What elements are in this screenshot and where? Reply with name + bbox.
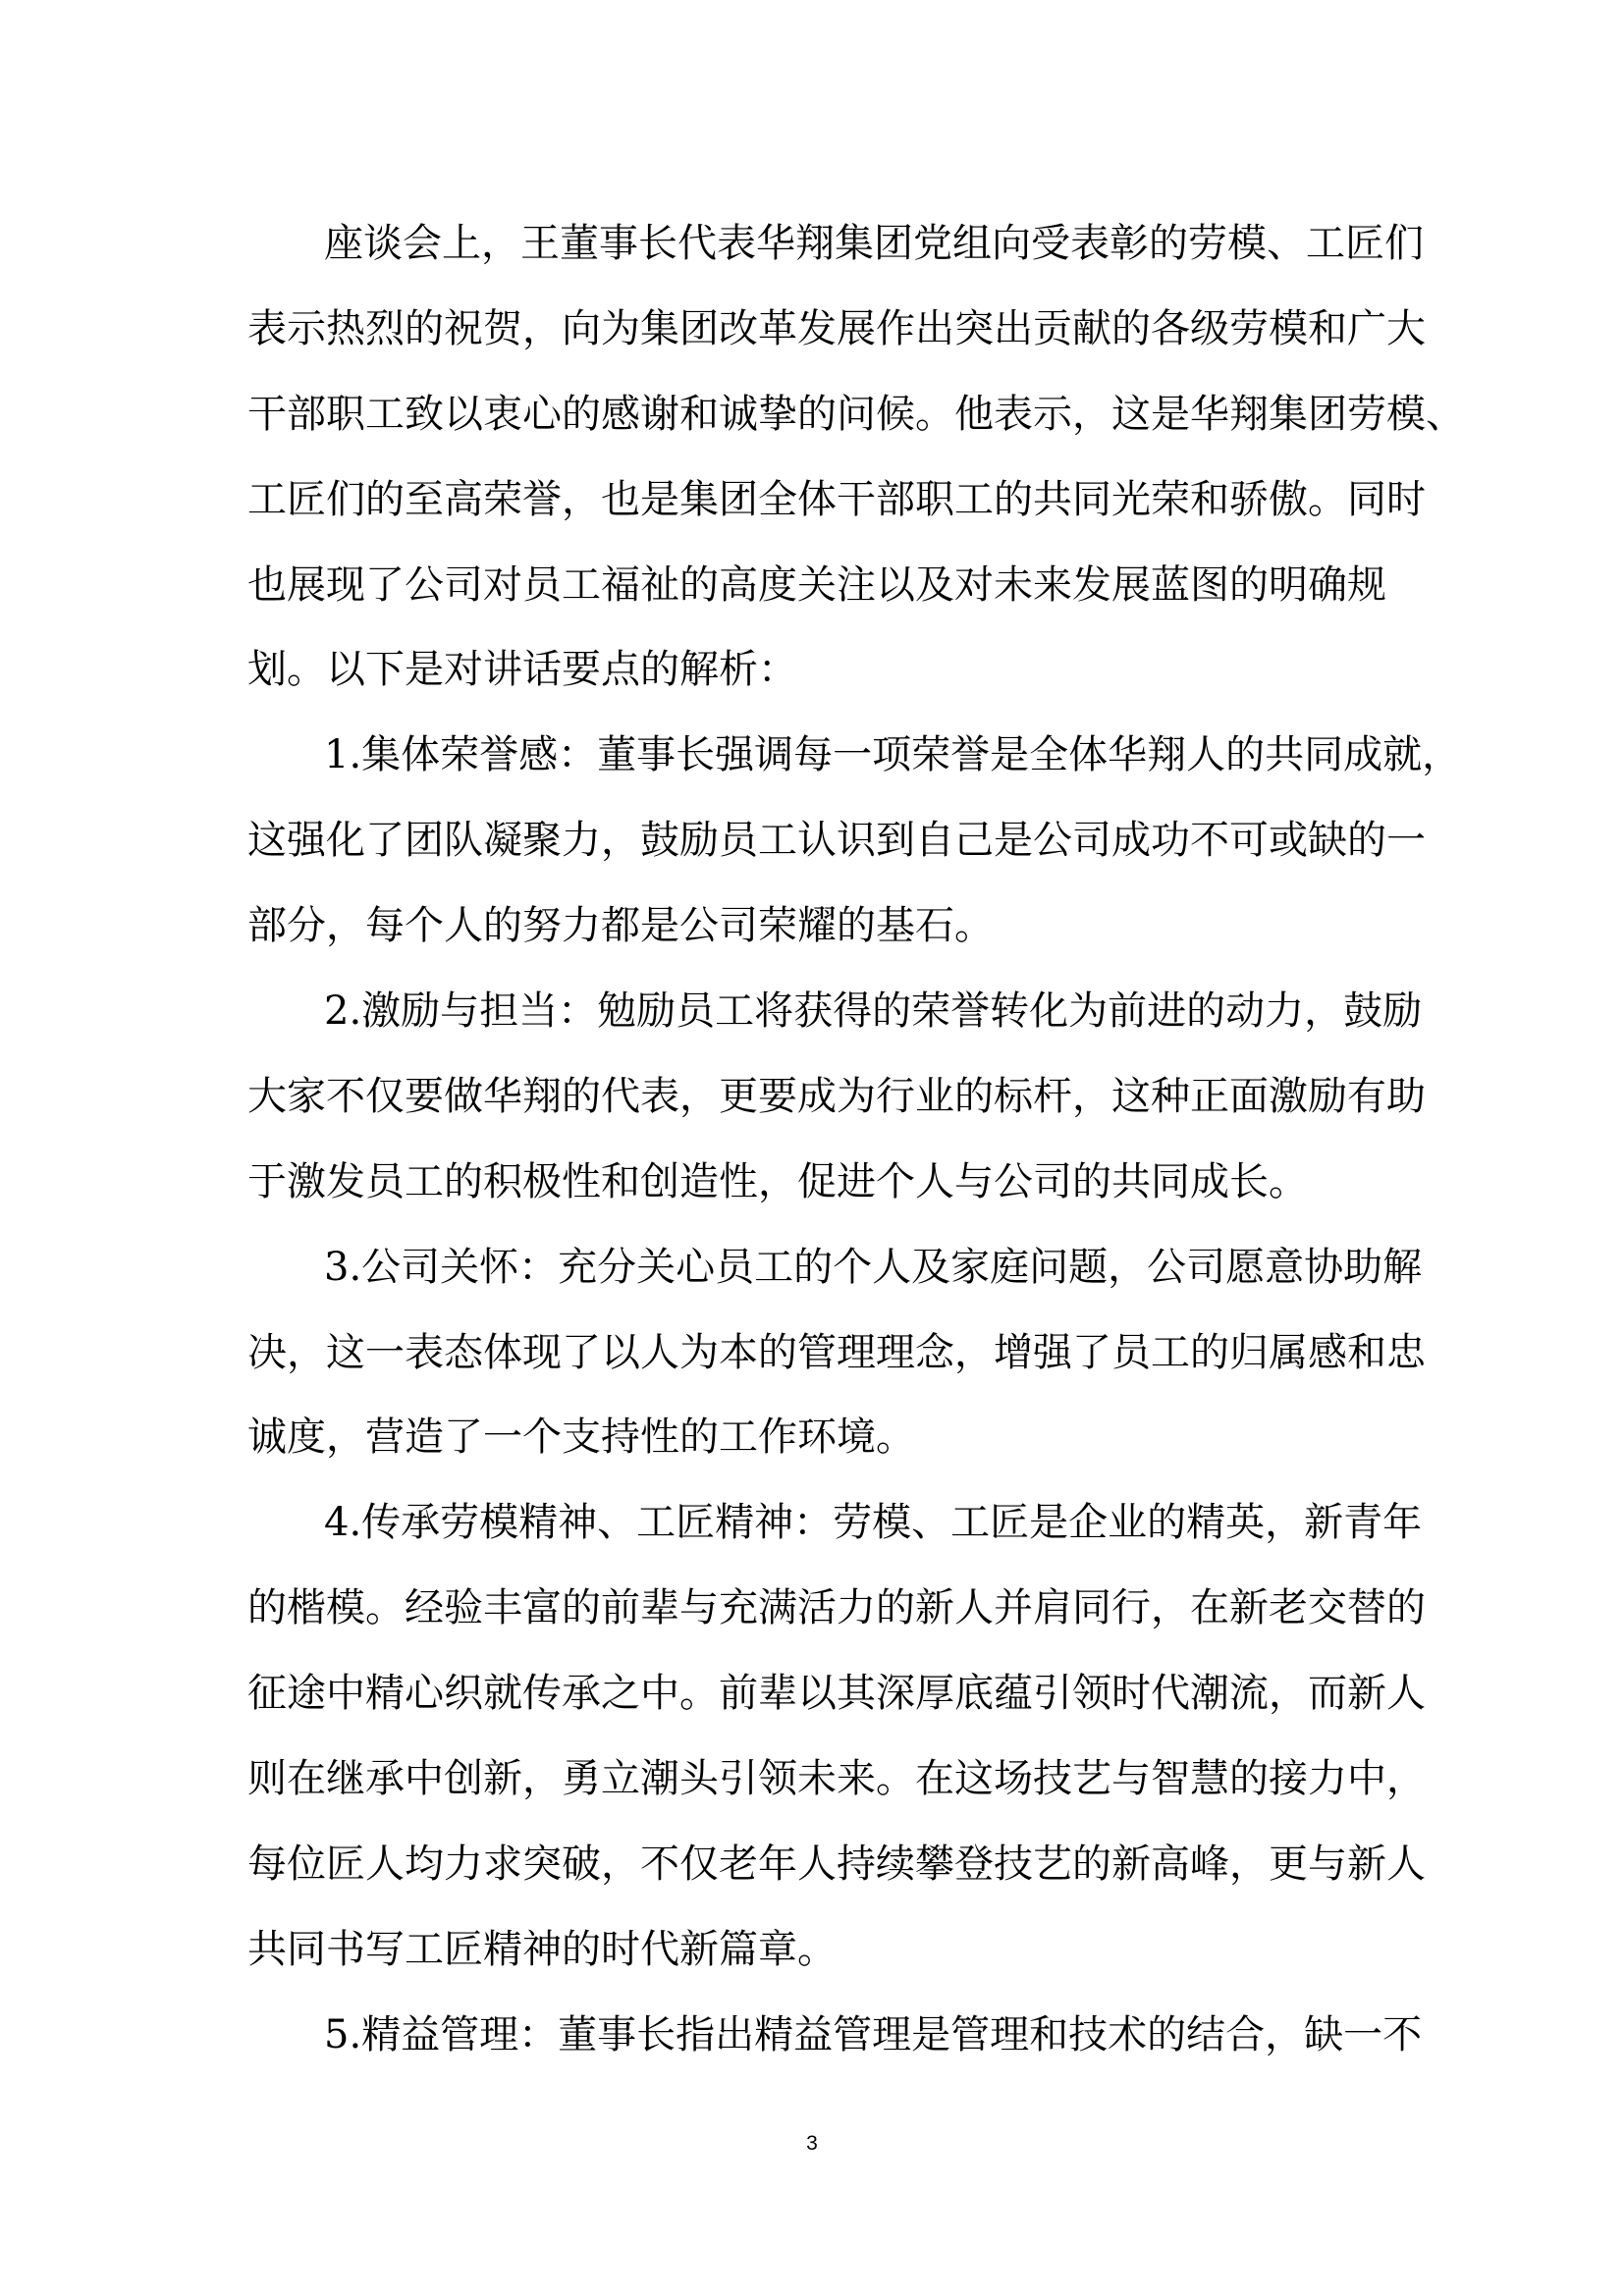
text-line: 共同书写工匠精神的时代新篇章。 [247,1926,837,1972]
text-line: 则在继承中创新，勇立潮头引领未来。在这场技艺与智慧的接力中， [247,1756,1426,1802]
text-line: 划。以下是对讲话要点的解析： [247,647,797,693]
paragraph-point-5 [247,1993,1423,2078]
text-line: 3.公司关怀：充分关心员工的个人及家庭问题，公司愿意协助解 [324,1244,1423,1290]
text-line: 4.传承劳模精神、工匠精神：劳模、工匠是企业的精英，新青年 [324,1500,1423,1546]
text-line: 这强化了团队凝聚力，鼓励员工认识到自己是公司成功不可或缺的一 [247,818,1426,864]
text-line: 工匠们的至高荣誉，也是集团全体干部职工的共同光荣和骄傲。同时 [247,476,1426,522]
text-line: 表示热烈的祝贺，向为集团改革发展作出突出贡献的各级劳模和广大 [247,305,1426,351]
paragraph-intro [247,201,1465,713]
text-line: 座谈会上，王董事长代表华翔集团党组向受表彰的劳模、工匠们 [324,221,1424,266]
text-line: 决，这一表态体现了以人为本的管理理念，增强了员工的归属感和忠 [247,1329,1426,1375]
paragraph-point-2 [247,969,1426,1225]
paragraph-point-4 [247,1480,1426,1992]
body-text [247,201,1465,2078]
text-line: 部分，每个人的努力都是公司荣耀的基石。 [247,903,994,949]
text-line: 大家不仅要做华翔的代表，更要成为行业的标杆，这种正面激励有助 [247,1073,1426,1119]
text-line: 2.激励与担当：勉励员工将获得的荣誉转化为前进的动力，鼓励 [324,988,1423,1035]
text-line: 干部职工致以衷心的感谢和诚挚的问候。他表示，这是华翔集团劳模、 [247,391,1465,437]
text-line: 于激发员工的积极性和创造性，促进个人与公司的共同成长。 [247,1158,1308,1204]
text-line: 征途中精心织就传承之中。前辈以其深厚底蕴引领时代潮流，而新人 [247,1671,1426,1717]
text-line: 1.集体荣誉感：董事长强调每一项荣誉是全体华翔人的共同成就， [324,732,1462,778]
text-line: 也展现了公司对员工福祉的高度关注以及对未来发展蓝图的明确规 [247,561,1386,608]
text-line: 诚度，营造了一个支持性的工作环境。 [247,1415,915,1461]
text-line: 每位匠人均力求突破，不仅老年人持续攀登技艺的新高峰，更与新人 [247,1841,1426,1887]
paragraph-point-1 [247,713,1462,969]
text-line: 的楷模。经验丰富的前辈与充满活力的新人并肩同行，在新老交替的 [247,1585,1426,1631]
page-number: 3 [806,2132,818,2155]
paragraph-point-3 [247,1225,1426,1481]
text-line: 5.精益管理：董事长指出精益管理是管理和技术的结合，缺一不 [324,2011,1423,2057]
